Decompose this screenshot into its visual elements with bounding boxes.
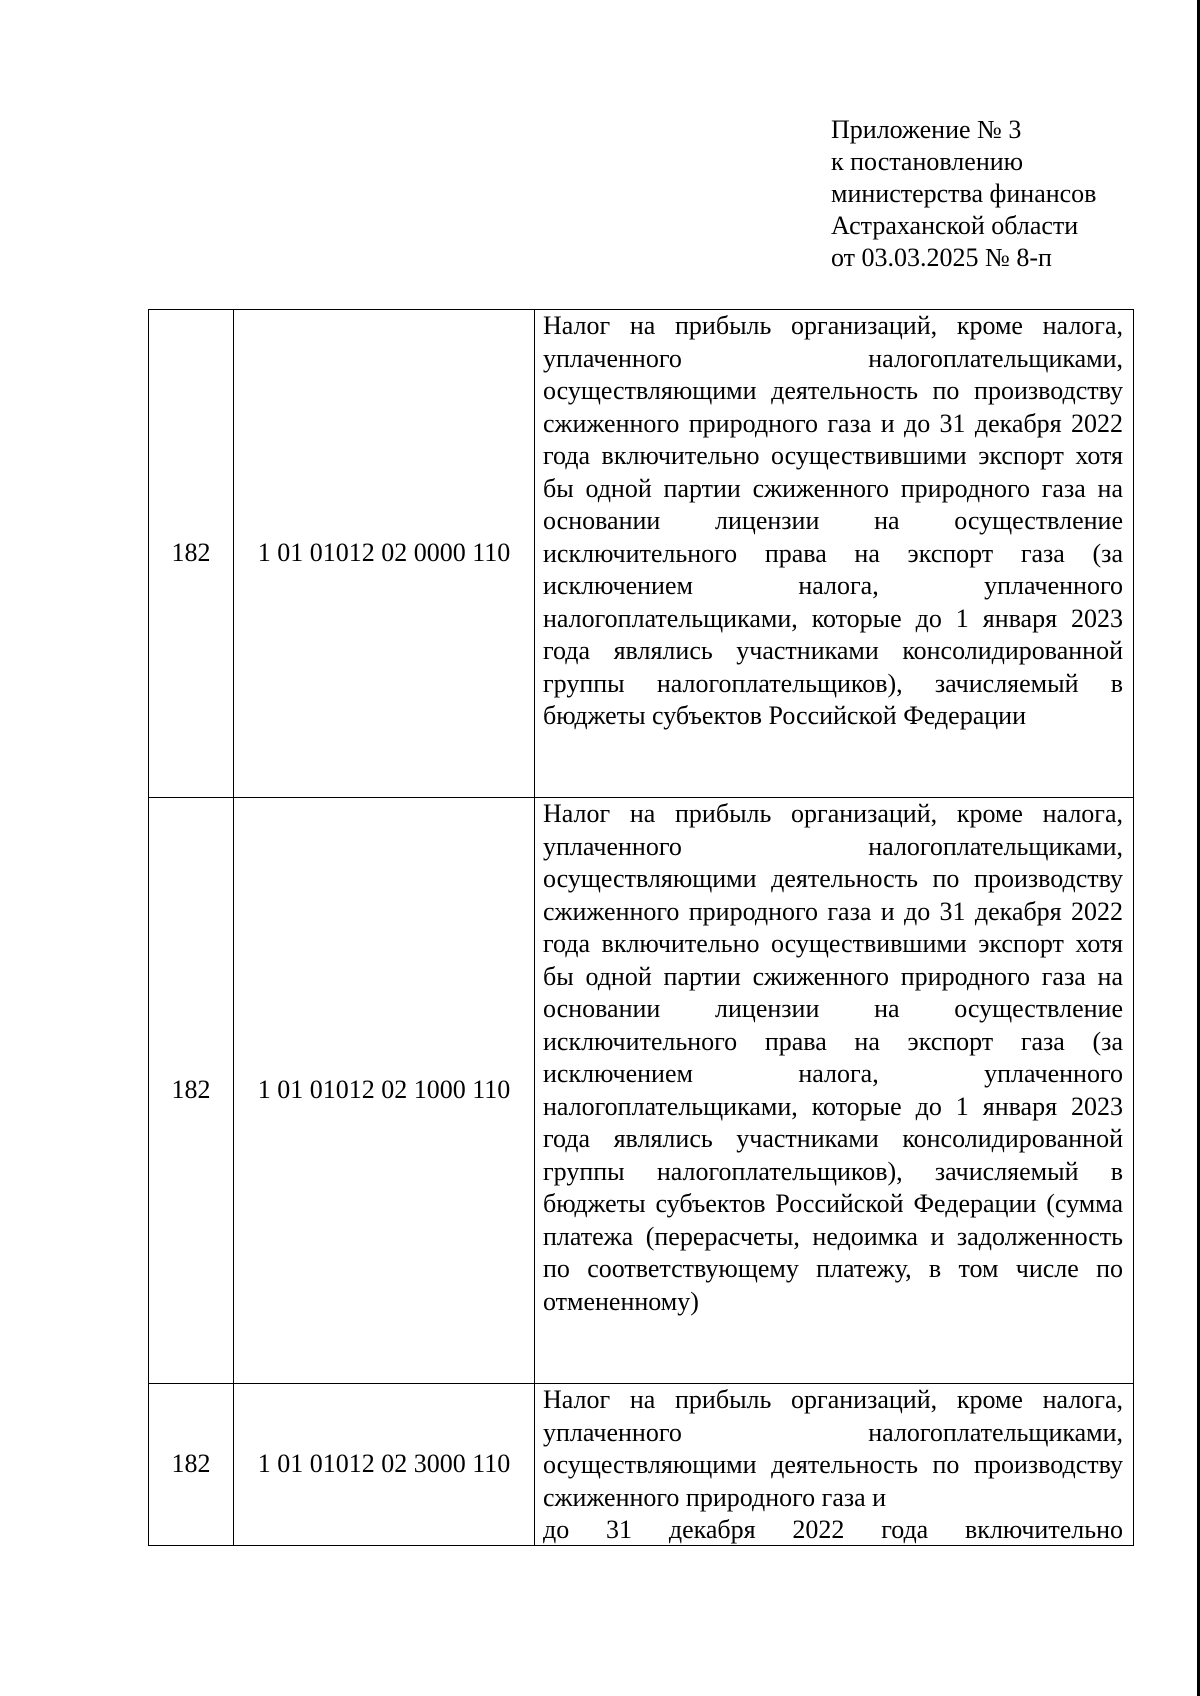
- revenue-name-cell: Налог на прибыль организаций, кроме налога, уплаченного налогоплательщиками, осуществляющими деятельность по производству сжиженного природного газа и до 31 декабря 2022 года включительно осуществившими экспорт хотя бы одной партии сжиженного природного газа на основании лицензии на осуществление исключительного права на экспорт газа (за исключением налога, уплаченного налогоплательщиками, которые до 1 января 2023 года являлись участниками консолидированной группы налогоплательщиков), зачисляемый в бюджеты субъектов Российской Федерации (сумма платежа (перерасчеты, недоимка и задолженность по соответствующему платежу, в том числе по отмененному): [535, 798, 1134, 1384]
- appendix-ref-line: Астраханской области: [831, 211, 1079, 240]
- admin-code-cell: 182: [149, 798, 234, 1384]
- appendix-ref-line: министерства финансов: [831, 179, 1097, 208]
- revenue-name-part: Налог на прибыль организаций, кроме налога, уплаченного налогоплательщиками, осуществляющими деятельность по производству сжиженного природного газа и: [543, 1385, 1123, 1512]
- kbk-code-cell: 1 01 01012 02 3000 110: [234, 1384, 535, 1546]
- revenue-name-text: [543, 1384, 1123, 1545]
- budget-codes-table: [148, 309, 1134, 1546]
- table-row: [149, 1384, 1134, 1546]
- kbk-code-cell: 1 01 01012 02 0000 110: [234, 310, 535, 798]
- revenue-name-cell: Налог на прибыль организаций, кроме налога, уплаченного налогоплательщиками, осуществляющими деятельность по производству сжиженного природного газа и до 31 декабря 2022 года включительно осуществившими экспорт хотя бы одной партии сжиженного природного газа на основании лицензии на осуществление исключительного права на экспорт газа (за исключением налога, уплаченного налогоплательщиками, которые до 1 января 2023 года являлись участниками консолидированной группы налогоплательщиков), зачисляемый в бюджеты субъектов Российской Федерации: [535, 310, 1134, 798]
- admin-code-cell: 182: [149, 310, 234, 798]
- appendix-date-number: от 03.03.2025 № 8-п: [831, 243, 1052, 272]
- admin-code-cell: 182: [149, 1384, 234, 1546]
- appendix-number: Приложение № 3: [831, 115, 1022, 144]
- kbk-code-cell: 1 01 01012 02 1000 110: [234, 798, 535, 1384]
- revenue-name-part: до 31 декабря 2022 года включительно: [543, 1515, 1123, 1544]
- appendix-ref-line: к постановлению: [831, 147, 1024, 176]
- appendix-header: [831, 114, 1096, 274]
- table-row: [149, 310, 1134, 798]
- table-row: [149, 798, 1134, 1384]
- revenue-name-cell: [535, 1384, 1134, 1546]
